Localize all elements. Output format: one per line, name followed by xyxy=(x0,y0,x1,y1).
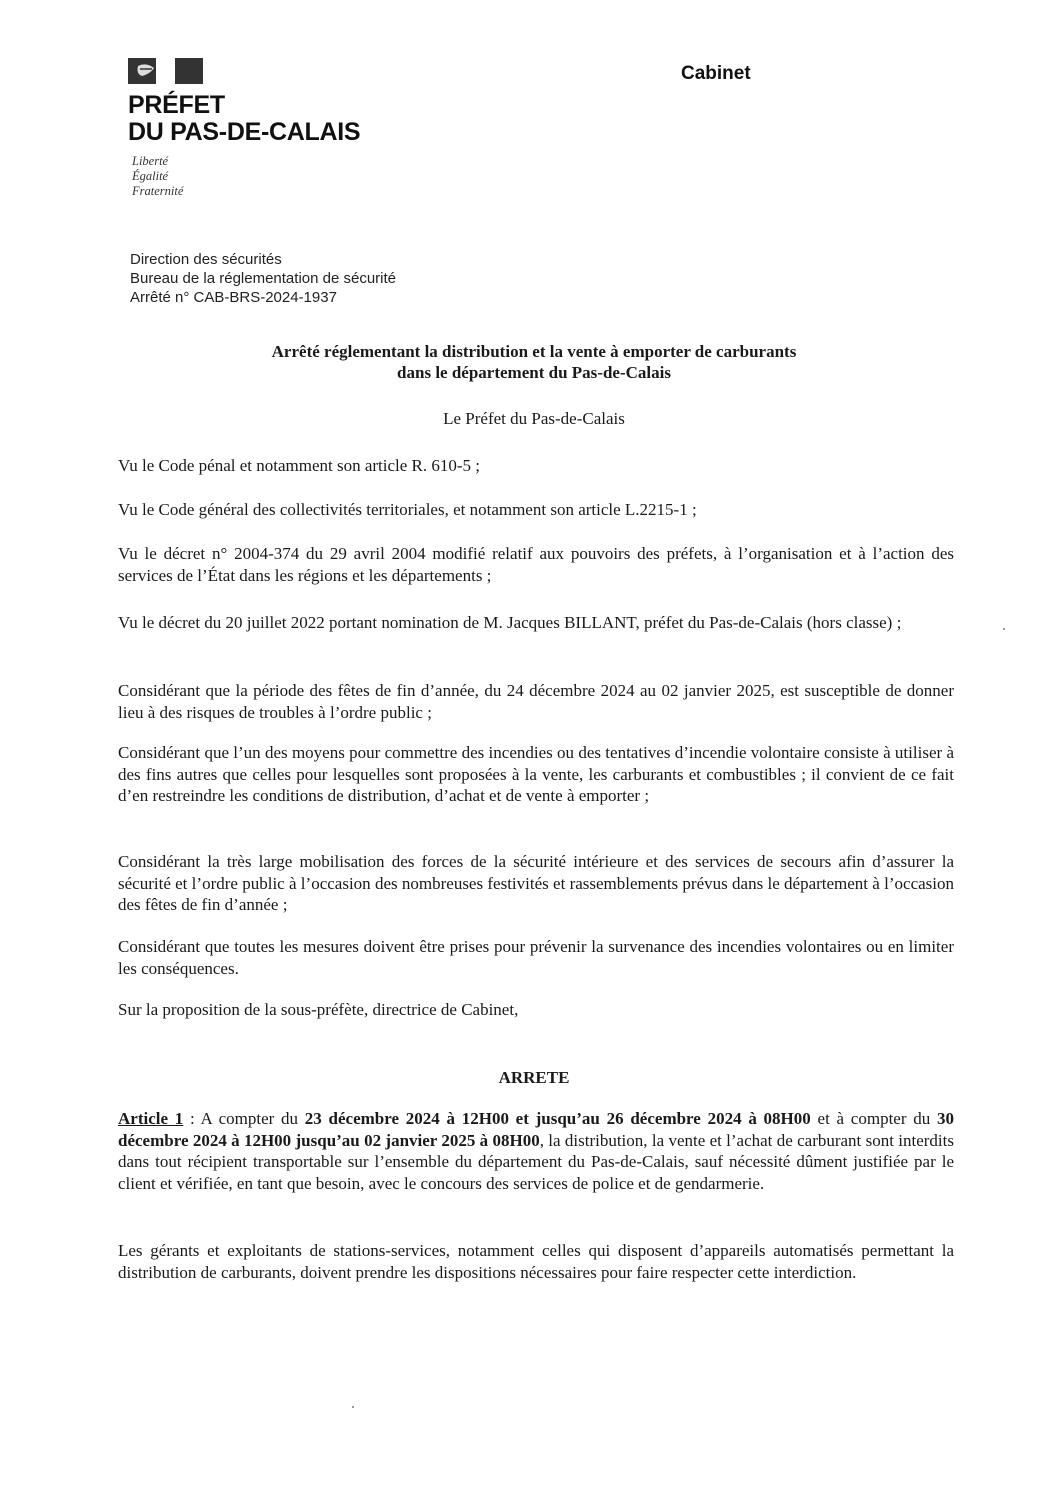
article-1-paragraph-2 xyxy=(118,1240,954,1283)
decree-title-line-1: Arrêté réglementant la distribution et la vente à emporter de carburants xyxy=(271,342,797,361)
logo-line-2: DU PAS-DE-CALAIS xyxy=(128,118,361,146)
article-1-label: Article 1 xyxy=(118,1109,184,1128)
bureau-name: Bureau de la réglementation de sécurité xyxy=(130,270,397,287)
visa-paragraph xyxy=(118,455,954,477)
decree-title-line-2: dans le département du Pas-de-Calais xyxy=(397,363,671,382)
article-1-period-2: 30 décembre 2024 à 12H00 jusqu’au 02 janvier 2025 à 08H00 xyxy=(118,1109,954,1150)
motto-egalite: Égalité xyxy=(132,169,169,183)
visa-decret-nomination: Vu le décret du 20 juillet 2022 portant nomination de M. Jacques BILLANT, préfet du Pas-de-Calais (hors classe) ; xyxy=(118,613,902,632)
article-1-operators-text: Les gérants et exploitants de stations-services, notamment celles qui disposent d’appareils automatisés permettant la distribution de carburants, doivent prendre les dispositions nécessaires pour faire respecter cette interdiction. xyxy=(118,1241,954,1282)
republic-motto xyxy=(128,154,378,199)
considerant-mobilisation: Considérant la très large mobilisation des forces de la sécurité intérieure et des services de secours afin d’assurer la sécurité et l’ordre public à l’occasion des nombreuses festivités et rassemblements prévus dans le département à l’occasion des fêtes de fin d’année ; xyxy=(118,852,954,914)
visa-decret-2004: Vu le décret n° 2004-374 du 29 avril 2004 modifié relatif aux pouvoirs des préfets, à l’organisation et à l’action des services de l’État dans les régions et les départements ; xyxy=(118,544,954,585)
scan-speck xyxy=(352,1406,354,1408)
service-block xyxy=(130,250,396,307)
article-1-text-a: A compter du xyxy=(200,1109,305,1128)
proposal-paragraph xyxy=(118,999,954,1021)
logo-line-1: PRÉFET xyxy=(128,91,225,119)
considerant-measures: Considérant que toutes les mesures doivent être prises pour prévenir la survenance des incendies volontaires ou en limiter les conséquences. xyxy=(118,937,954,978)
direction-name: Direction des sécurités xyxy=(130,251,282,268)
considerant-paragraph xyxy=(118,936,954,979)
scan-speck xyxy=(1003,628,1005,630)
article-1-separator: : xyxy=(183,1109,201,1128)
visa-cgct: Vu le Code général des collectivités territoriales, et notamment son article L.2215-1 ; xyxy=(118,500,697,519)
considerant-period: Considérant que la période des fêtes de fin d’année, du 24 décembre 2024 au 02 janvier 2025, est susceptible de donner lieu à des risques de troubles à l’ordre public ; xyxy=(118,681,954,722)
considerant-paragraph xyxy=(118,680,954,723)
visa-paragraph xyxy=(118,612,954,634)
article-1-text xyxy=(118,1108,954,1194)
prefecture-logo xyxy=(128,58,378,199)
article-1-period-1: 23 décembre 2024 à 12H00 et jusqu’au 26 décembre 2024 à 08H00 xyxy=(304,1109,811,1128)
article-1-paragraph xyxy=(118,1108,954,1194)
office-name: Cabinet xyxy=(681,63,751,84)
marianne-logo-icon xyxy=(128,58,203,84)
issuing-authority: Le Préfet du Pas-de-Calais xyxy=(443,409,625,428)
decree-reference: Arrêté n° CAB-BRS-2024-1937 xyxy=(130,289,337,306)
proposal-line: Sur la proposition de la sous-préfète, directrice de Cabinet, xyxy=(118,1000,519,1019)
logo-title xyxy=(128,92,378,146)
article-1-text-c: et à compter du xyxy=(810,1109,937,1128)
decree-title xyxy=(110,341,958,383)
considerant-means: Considérant que l’un des moyens pour commettre des incendies ou des tentatives d’incendie volontaire consiste à utiliser à des fins autres que celles pour lesquelles sont proposées à la vente, les carburants et combustibles ; il convient de ce fait d’en restreindre les conditions de distribution, d’achat et de vente à emporter ; xyxy=(118,743,954,805)
considerant-paragraph xyxy=(118,851,954,916)
considerant-paragraph xyxy=(118,742,954,807)
visa-paragraph xyxy=(118,543,954,586)
visa-code-penal: Vu le Code pénal et notamment son article R. 610-5 ; xyxy=(118,456,481,475)
arrete-heading: ARRETE xyxy=(498,1068,570,1087)
motto-fraternite: Fraternité xyxy=(132,184,184,198)
visa-paragraph xyxy=(118,499,954,521)
article-1-text-e: , la distribution, la vente et l’achat de carburant sont interdits dans tout récipient transportable sur l’ensemble du département du Pas-de-Calais, sauf nécessité dûment justifiée par le client et vérifiée, en tant que besoin, avec le concours des services de police et de gendarmerie. xyxy=(118,1130,954,1193)
motto-liberte: Liberté xyxy=(132,154,169,168)
